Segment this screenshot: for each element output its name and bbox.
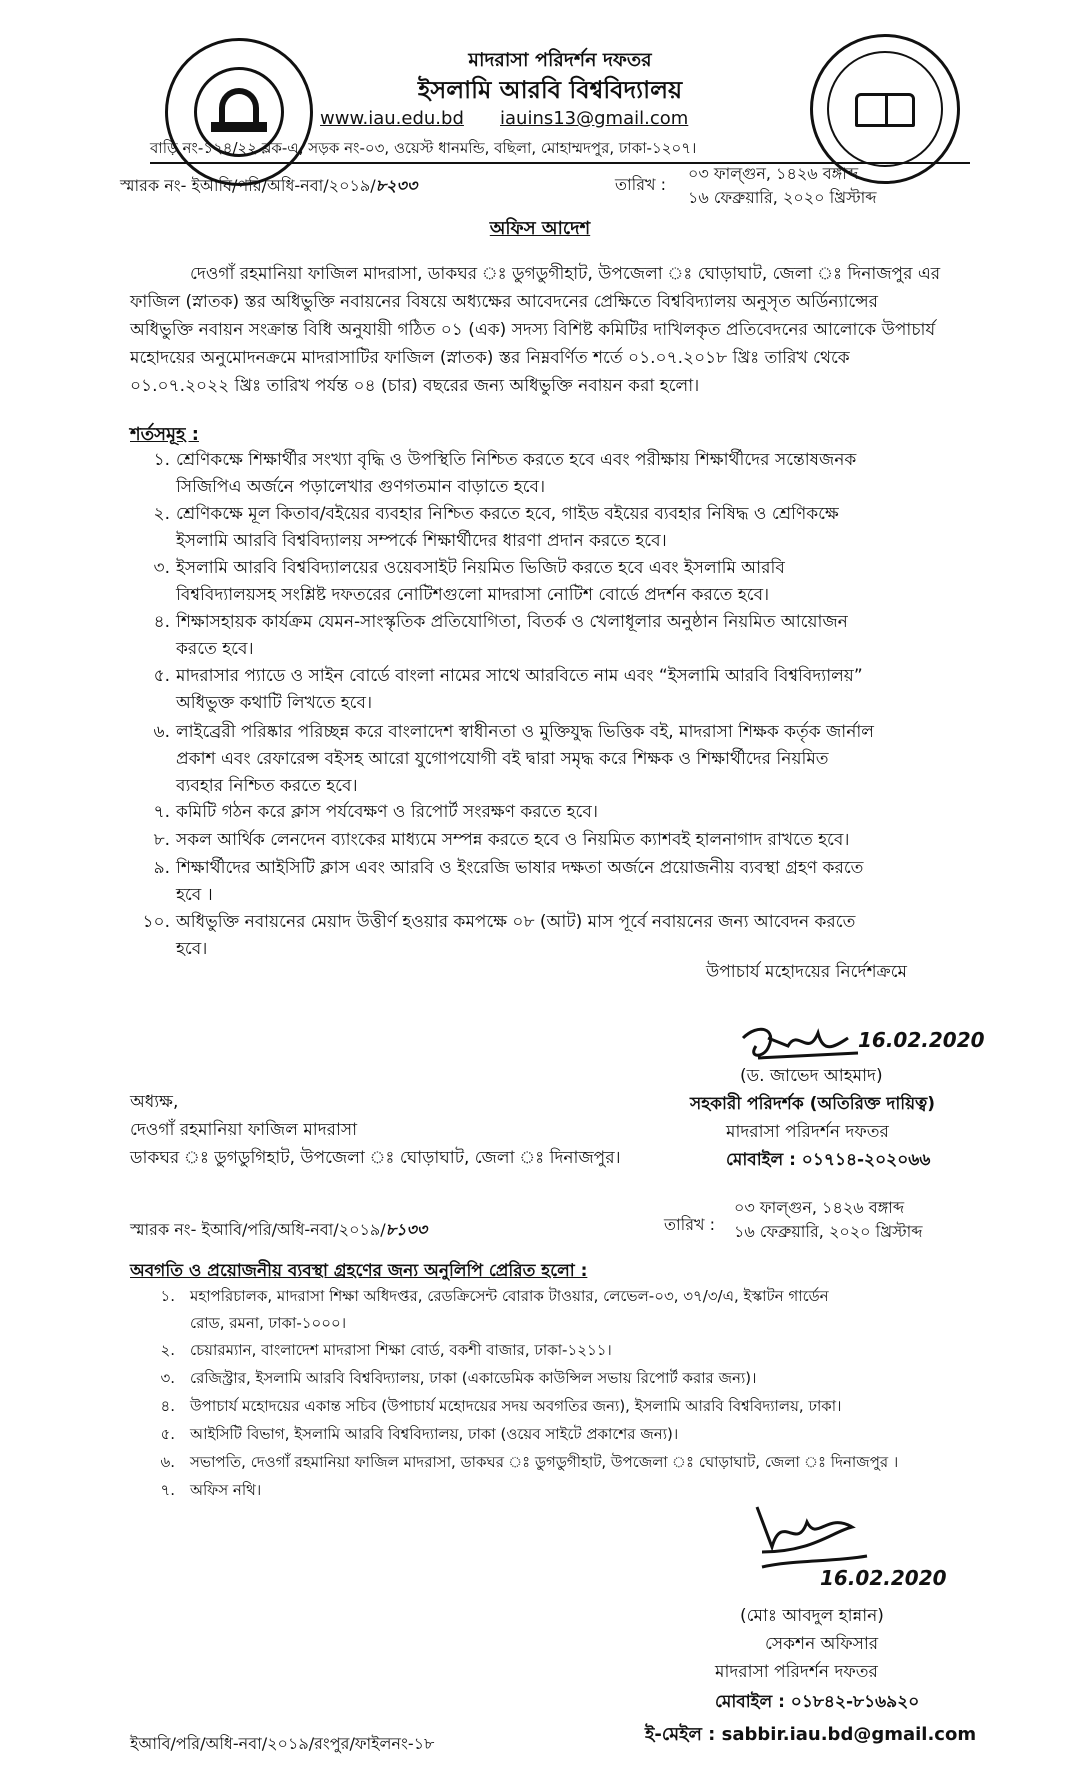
recipient-line2: দেওগাঁ রহমানিয়া ফাজিল মাদরাসা [130, 1120, 358, 1140]
condition-text-line: লাইব্রেরী পরিষ্কার পরিচ্ছন্ন করে বাংলাদেশ স্বাধীনতা ও মুক্তিযুদ্ধ ভিত্তিক বই, মাদরাসা শিক্ষক কর্তৃক জার্নাল [176, 722, 874, 742]
copy-text-line: রেজিস্ট্রার, ইসলামি আরবি বিশ্ববিদ্যালয়, ঢাকা (একাডেমিক কাউন্সিল সভায় রিপোর্ট করার জন্য)। [190, 1369, 757, 1387]
memo2-ref [130, 1218, 427, 1241]
condition-number: ৫. [153, 666, 170, 686]
university-name: ইসলামি আরবি বিশ্ববিদ্যালয় [417, 76, 683, 104]
condition-text-line: শিক্ষার্থীদের আইসিটি ক্লাস এবং আরবি ও ইংরেজি ভাষার দক্ষতা অর্জনে প্রয়োজনীয় ব্যবস্থা গ্রহণ করতে [176, 858, 864, 878]
memo2-date-bangla: ০৩ ফাল্গুন, ১৪২৬ বঙ্গাব্দ [734, 1198, 905, 1217]
email-link[interactable]: iauins13@gmail.com [500, 108, 689, 129]
copy-number: ৫. [160, 1425, 175, 1443]
condition-text-line: শ্রেণিকক্ষে শিক্ষার্থীর সংখ্যা বৃদ্ধি ও উপস্থিতি নিশ্চিত করতে হবে এবং পরীক্ষায় শিক্ষার্থীদের সন্তোষজনক [176, 450, 857, 470]
condition-text-line: হবে। [176, 939, 208, 959]
signatory-2-email: ই-মেইল : sabbir.iau.bd@gmail.com [645, 1724, 977, 1745]
copy-text-line: মহাপরিচালক, মাদরাসা শিক্ষা অধিদপ্তর, রেডক্রিসেন্ট বোরাক টাওয়ার, লেভেল-০৩, ৩৭/৩/এ, ইস্কাটন গার্ডেন [190, 1287, 829, 1305]
memo-ref [120, 174, 417, 197]
memo2-date-label: তারিখ : [664, 1215, 716, 1234]
condition-number: ৯. [153, 858, 170, 878]
memo-date-bangla: ০৩ ফাল্গুন, ১৪২৬ বঙ্গাব্দ [688, 164, 859, 183]
logo-base-bar [211, 122, 267, 132]
order-title: অফিস আদেশ [489, 218, 591, 239]
file-reference: ইআবি/পরি/অধি-নবা/২০১৯/রংপুর/ফাইলনং-১৮ [130, 1734, 435, 1753]
website-link[interactable]: www.iau.edu.bd [320, 108, 464, 129]
signatory-1-title: সহকারী পরিদর্শক (অতিরিক্ত দায়িত্ব) [690, 1094, 936, 1114]
condition-text-line: ইসলামি আরবি বিশ্ববিদ্যালয়ের ওয়েবসাইট নিয়মিত ভিজিট করতে হবে এবং ইসলামি আরবি [176, 558, 785, 578]
condition-number: ১. [153, 450, 170, 470]
condition-text-line: হবে । [176, 885, 213, 905]
signatory-2-mobile: মোবাইল : ০১৮৪২-৮১৬৯২০ [715, 1692, 920, 1712]
signature-1-date: 16.02.2020 [858, 1028, 985, 1052]
copy-number: ৬. [160, 1453, 175, 1471]
memo2-ref-number: ৮১৩৩ [385, 1220, 428, 1239]
memo-ref-number: ৮২৩৩ [375, 176, 418, 195]
copy-text-line: রোড, রমনা, ঢাকা-১০০০। [190, 1314, 347, 1332]
condition-number: ২. [153, 504, 170, 524]
memo-ref-label: স্মারক নং- ইআবি/পরি/অধি-নবা/২০১৯/ [120, 176, 376, 195]
condition-text-line: বিশ্ববিদ্যালয়সহ সংশ্লিষ্ট দফতরের নোটিশগুলো মাদরাসা নোটিশ বোর্ডে প্রদর্শন করতে হবে। [176, 585, 770, 605]
condition-number: ৮. [153, 830, 170, 850]
copy-number: ৩. [160, 1369, 175, 1387]
order-body-line1: দেওগাঁ রহমানিয়া ফাজিল মাদরাসা, ডাকঘর ঃ ডুগডুগীহাট, উপজেলা ঃ ঘোড়াঘাট, জেলা ঃ দিনাজপুর এর [190, 264, 941, 284]
memo2-date-english: ১৬ ফেব্রুয়ারি, ২০২০ খ্রিস্টাব্দ [734, 1222, 923, 1241]
copies-heading: অবগতি ও প্রয়োজনীয় ব্যবস্থা গ্রহণের জন্য অনুলিপি প্রেরিত হলো : [130, 1261, 588, 1281]
condition-text-line: শ্রেণিকক্ষে মূল কিতাব/বইয়ের ব্যবহার নিশ্চিত করতে হবে, গাইড বইয়ের ব্যবহার নিষিদ্ধ ও শ্রেণিকক্ষে [176, 504, 839, 524]
copy-text-line: উপাচার্য মহোদয়ের একান্ত সচিব (উপাচার্য মহোদয়ের সদয় অবগতির জন্য), ইসলামি আরবি বিশ্ববিদ্যালয়, ঢাকা। [190, 1397, 842, 1415]
copy-number: ১. [160, 1287, 175, 1305]
condition-text-line: ব্যবহার নিশ্চিত করতে হবে। [176, 776, 358, 796]
order-body-line4: মহোদয়ের অনুমোদনক্রমে মাদরাসাটির ফাজিল (স্নাতক) স্তর নিম্নবর্ণিত শর্তে ০১.০৭.২০১৮ খ্রিঃ তারিখ থেকে [130, 348, 850, 368]
signature-1 [738, 1018, 868, 1068]
condition-number: ৬. [153, 722, 170, 742]
condition-text-line: সকল আর্থিক লেনদেন ব্যাংকের মাধ্যমে সম্পন্ন করতে হবে ও নিয়মিত ক্যাশবই হালনাগাদ রাখতে হবে। [176, 830, 850, 850]
memo2-date [734, 1196, 923, 1244]
order-body-line3: অধিভুক্তি নবায়ন সংক্রান্ত বিধি অনুযায়ী গঠিত ০১ (এক) সদস্য বিশিষ্ট কমিটির দাখিলকৃত প্রতিবেদনের আলোকে উপাচার্য [130, 320, 936, 340]
office-name: মাদরাসা পরিদর্শন দফতর [468, 49, 652, 71]
signatory-2-office: মাদরাসা পরিদর্শন দফতর [715, 1662, 878, 1682]
condition-number: ৪. [153, 612, 170, 632]
recipient-line3: ডাকঘর ঃ ডুগডুগিহাট, উপজেলা ঃ ঘোড়াঘাট, জেলা ঃ দিনাজপুর। [130, 1148, 621, 1168]
condition-text-line: অধিভুক্ত কথাটি লিখতে হবে। [176, 693, 373, 713]
condition-text-line: করতে হবে। [176, 639, 254, 659]
seal-book-icon [855, 93, 915, 127]
memo-date-label: তারিখ : [615, 175, 667, 194]
copy-number: ৪. [160, 1397, 175, 1415]
signatory-1-name: (ড. জাভেদ আহমাদ) [740, 1066, 883, 1086]
condition-text-line: কমিটি গঠন করে ক্লাস পর্যবেক্ষণ ও রিপোর্ট সংরক্ষণ করতে হবে। [176, 802, 598, 822]
condition-text-line: প্রকাশ এবং রেফারেন্স বইসহ আরো যুগোপযোগী বই দ্বারা সমৃদ্ধ করে শিক্ষক ও শিক্ষার্থীদের নিয়মিত [176, 749, 829, 769]
condition-text-line: শিক্ষাসহায়ক কার্যক্রম যেমন-সাংস্কৃতিক প্রতিযোগিতা, বিতর্ক ও খেলাধূলার অনুষ্ঠান নিয়মিত আয়োজন [176, 612, 848, 632]
signatory-1-office: মাদরাসা পরিদর্শন দফতর [726, 1122, 889, 1142]
copy-text-line: অফিস নথি। [190, 1481, 262, 1499]
condition-text-line: মাদরাসার প্যাডে ও সাইন বোর্ডে বাংলা নামের সাথে আরবিতে নাম এবং “ইসলামি আরবি বিশ্ববিদ্যালয়” [176, 666, 863, 686]
copy-text-line: সভাপতি, দেওগাঁ রহমানিয়া ফাজিল মাদরাসা, ডাকঘর ঃ ডুগডুগীহাট, উপজেলা ঃ ঘোড়াঘাট, জেলা ঃ দিনাজপুর । [190, 1453, 899, 1471]
header-address: বাড়ি নং-১২৪/২২ ব্লক-এ, সড়ক নং-০৩, ওয়েস্ট ধানমন্ডি, বছিলা, মোহাম্মদপুর, ঢাকা-১২০৭। [150, 139, 697, 157]
recipient-line1: অধ্যক্ষ, [130, 1092, 179, 1112]
condition-number: ১০. [142, 912, 170, 932]
copy-number: ২. [160, 1341, 175, 1359]
order-body-line5: ০১.০৭.২০২২ খ্রিঃ তারিখ পর্যন্ত ০৪ (চার) বছরের জন্য অধিভুক্তি নবায়ন করা হলো। [130, 376, 700, 396]
condition-text-line: ইসলামি আরবি বিশ্ববিদ্যালয় সম্পর্কে শিক্ষার্থীদের ধারণা প্রদান করতে হবে। [176, 531, 667, 551]
logo-dome-icon [219, 88, 259, 122]
condition-text-line: সিজিপিএ অর্জনে পড়ালেখার গুণগতমান বাড়াতে হবে। [176, 477, 546, 497]
condition-number: ৭. [153, 802, 170, 822]
memo2-ref-label: স্মারক নং- ইআবি/পরি/অধি-নবা/২০১৯/ [130, 1220, 386, 1239]
order-body-line2: ফাজিল (স্নাতক) স্তর অধিভুক্তি নবায়নের বিষয়ে অধ্যক্ষের আবেদনের প্রেক্ষিতে বিশ্ববিদ্যালয় অনুসৃত অর্ডিন্যান্সের [130, 292, 878, 312]
signature-2-date: 16.02.2020 [820, 1566, 947, 1590]
memo-date-english: ১৬ ফেব্রুয়ারি, ২০২০ খ্রিস্টাব্দ [688, 188, 877, 207]
condition-text-line: অধিভুক্তি নবায়নের মেয়াদ উত্তীর্ণ হওয়ার কমপক্ষে ০৮ (আট) মাস পূর্বে নবায়নের জন্য আবেদন করতে [176, 912, 856, 932]
signatory-2-name: (মোঃ আবদুল হান্নান) [740, 1606, 884, 1626]
signatory-1-mobile: মোবাইল : ০১৭১৪-২০২০৬৬ [726, 1150, 931, 1170]
signatory-2-title: সেকশন অফিসার [765, 1634, 879, 1654]
copy-number: ৭. [160, 1481, 175, 1499]
by-order-note: উপাচার্য মহোদয়ের নির্দেশক্রমে [706, 962, 907, 982]
memo-date [688, 162, 877, 210]
condition-number: ৩. [153, 558, 170, 578]
copy-text-line: চেয়ারম্যান, বাংলাদেশ মাদরাসা শিক্ষা বোর্ড, বকশী বাজার, ঢাকা-১২১১। [190, 1341, 612, 1359]
conditions-heading: শর্তসমূহ : [130, 424, 199, 445]
copy-text-line: আইসিটি বিভাগ, ইসলামি আরবি বিশ্ববিদ্যালয়, ঢাকা (ওয়েব সাইটে প্রকাশের জন্য)। [190, 1425, 679, 1443]
